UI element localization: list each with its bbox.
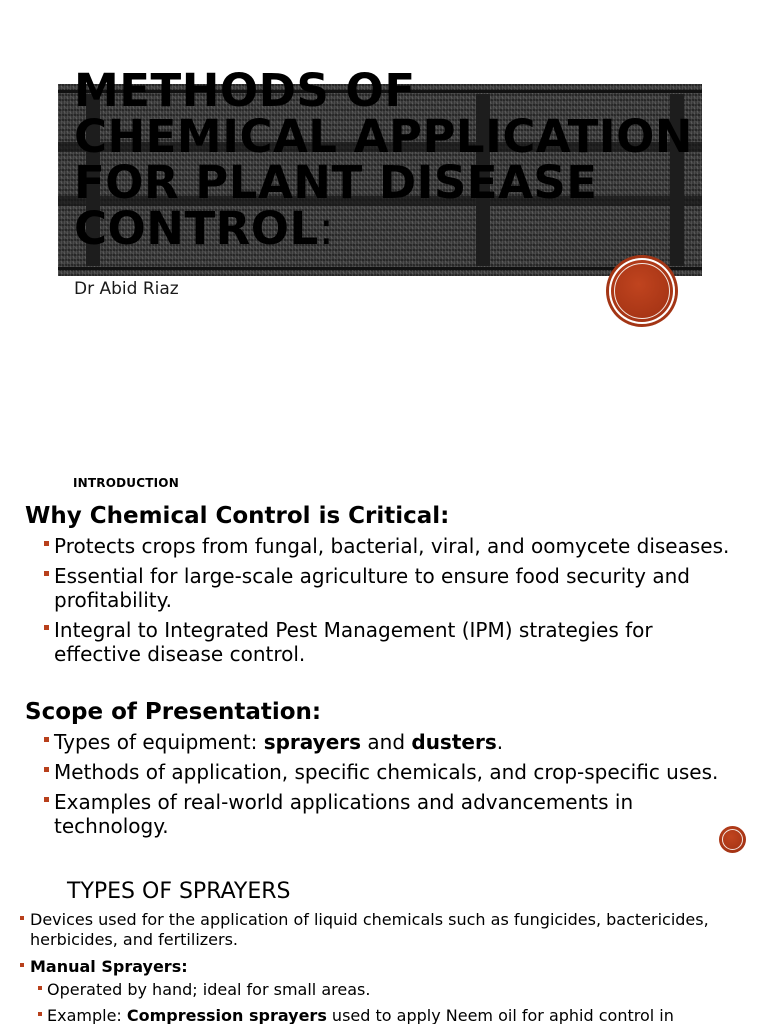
list-item: Examples of real-world applications and advancements in technology. <box>42 790 742 838</box>
list-item: Manual Sprayers: <box>18 957 748 977</box>
list-item: Protects crops from fungal, bacterial, viral, and oomycete diseases. <box>42 534 742 558</box>
manual-sprayers-sublist <box>36 980 748 1024</box>
list-item: Devices used for the application of liquid chemicals such as fungicides, bactericides, herbicides, and fertilizers. <box>18 910 748 950</box>
scope-list <box>42 730 742 844</box>
sprayers-list <box>18 910 748 950</box>
sprayers-list-manual <box>18 957 748 977</box>
list-item: Integral to Integrated Pest Management (IPM) strategies for effective disease control. <box>42 618 742 666</box>
author-name: Dr Abid Riaz <box>74 279 179 299</box>
decorative-circle <box>609 258 675 324</box>
sprayers-slide <box>0 876 768 1024</box>
list-item: Types of equipment: sprayers and dusters. <box>42 730 742 754</box>
list-item: Essential for large-scale agriculture to ensure food security and profitability. <box>42 564 742 612</box>
list-item: Operated by hand; ideal for small areas. <box>36 980 748 1000</box>
title-colon: : <box>318 202 335 255</box>
heading-scope: Scope of Presentation: <box>25 699 322 725</box>
list-item: Example: Compression sprayers used to apply Neem oil for aphid control in <box>36 1006 748 1024</box>
section-tag: INTRODUCTION <box>73 476 179 490</box>
slide-title: METHODS OF CHEMICAL APPLICATION FOR PLANT DISEASE CONTROL: <box>74 64 694 255</box>
title-slide <box>0 0 768 460</box>
heading-why-critical: Why Chemical Control is Critical: <box>25 503 450 529</box>
decorative-circle <box>719 826 746 853</box>
introduction-slide <box>0 470 768 870</box>
why-critical-list <box>42 534 742 672</box>
list-item: Methods of application, specific chemicals, and crop-specific uses. <box>42 760 742 784</box>
heading-types-of-sprayers: TYPES OF SPRAYERS <box>67 879 291 904</box>
